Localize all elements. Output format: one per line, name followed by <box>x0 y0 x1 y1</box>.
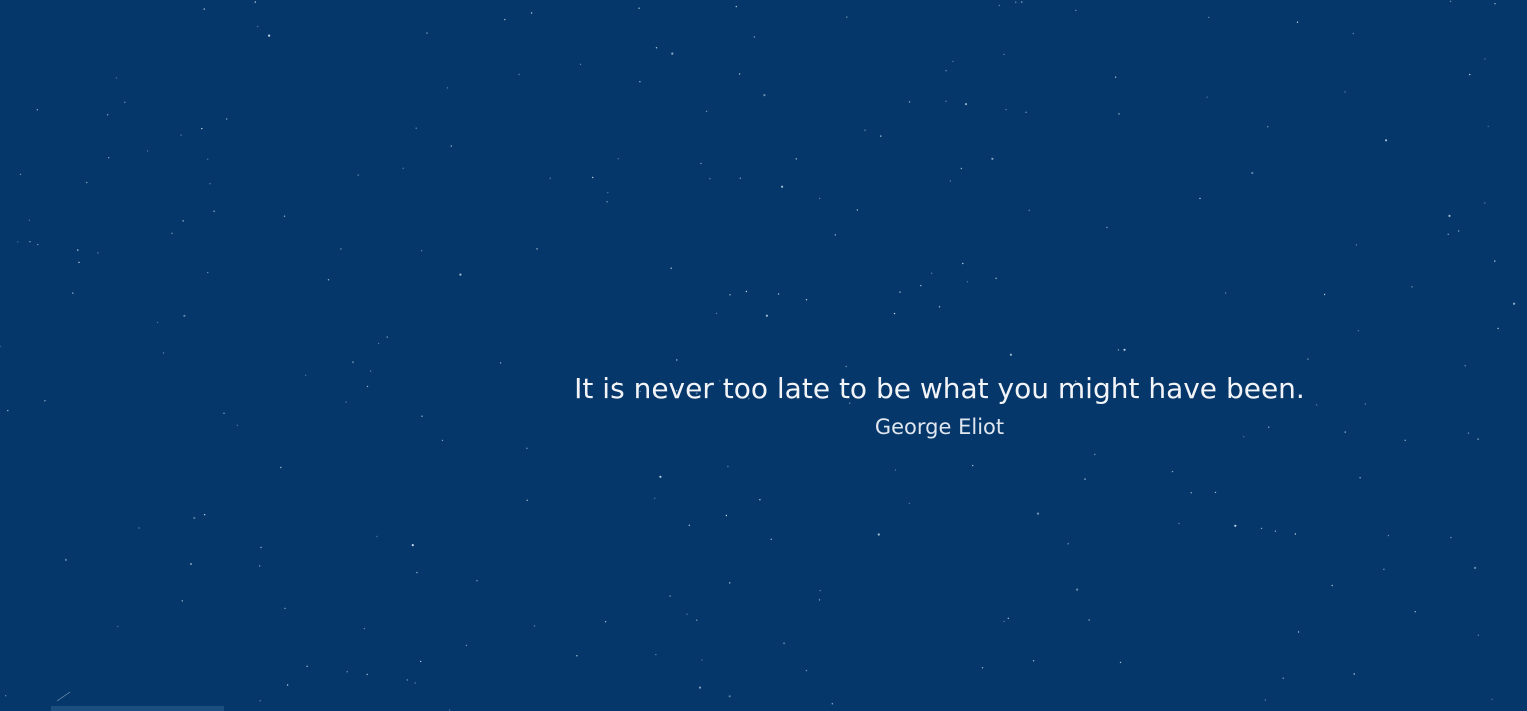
star <box>65 559 67 561</box>
bottom-strip <box>51 706 224 711</box>
shooting-star <box>57 692 70 701</box>
star <box>796 158 797 159</box>
star <box>1307 358 1308 359</box>
star <box>1118 349 1119 350</box>
star <box>257 26 258 27</box>
star <box>416 128 417 129</box>
star <box>476 580 477 581</box>
star <box>746 291 747 292</box>
star <box>1513 303 1515 305</box>
star <box>466 645 467 646</box>
star <box>387 336 388 337</box>
star <box>1458 230 1459 231</box>
star <box>213 211 214 212</box>
star <box>1084 478 1085 479</box>
star <box>29 220 30 221</box>
star <box>783 642 785 644</box>
star <box>931 273 932 274</box>
star <box>193 517 195 519</box>
star <box>806 670 807 671</box>
star <box>268 35 270 37</box>
star <box>654 498 655 499</box>
star <box>771 539 772 540</box>
star <box>1450 537 1451 538</box>
star <box>1469 74 1470 75</box>
star <box>1208 17 1209 18</box>
star <box>1494 260 1495 261</box>
star <box>1088 619 1089 620</box>
star <box>950 180 951 181</box>
star <box>659 476 661 478</box>
star <box>972 465 973 466</box>
star <box>1015 2 1016 3</box>
star <box>347 671 348 672</box>
star <box>1068 543 1069 544</box>
star <box>899 291 900 292</box>
star <box>1037 513 1039 515</box>
star <box>945 101 946 102</box>
star <box>1383 569 1384 570</box>
star <box>124 102 125 103</box>
star <box>1029 210 1030 211</box>
star <box>740 178 741 179</box>
star <box>29 241 30 242</box>
star <box>1225 292 1226 293</box>
star <box>1178 523 1179 524</box>
star <box>107 114 108 115</box>
star <box>260 700 261 701</box>
star <box>1478 635 1479 636</box>
star <box>1388 535 1389 536</box>
star <box>607 192 608 193</box>
star <box>259 565 260 566</box>
star <box>255 1 256 2</box>
star <box>1123 349 1125 351</box>
star <box>1025 112 1026 113</box>
star <box>72 292 73 293</box>
star <box>1251 172 1253 174</box>
star <box>967 281 968 282</box>
star <box>1234 525 1236 527</box>
star <box>1118 113 1119 114</box>
star <box>1199 198 1200 199</box>
star <box>1448 234 1449 235</box>
star <box>689 525 690 526</box>
star <box>416 572 417 573</box>
star <box>736 6 737 7</box>
star <box>671 268 672 269</box>
star <box>700 163 701 164</box>
star <box>412 544 414 546</box>
star <box>328 279 329 280</box>
star <box>1003 621 1004 622</box>
quote-block <box>0 364 1527 440</box>
star <box>880 135 881 136</box>
star <box>1003 54 1004 55</box>
star <box>857 209 858 210</box>
star <box>367 674 368 675</box>
star <box>284 608 285 609</box>
star <box>97 252 98 253</box>
star <box>605 621 606 622</box>
star <box>991 158 993 160</box>
star <box>999 5 1000 6</box>
star <box>895 469 896 470</box>
star <box>1207 97 1208 98</box>
quote-text: It is never too late to be what you might have been. <box>574 372 1305 405</box>
star <box>1332 585 1333 586</box>
star <box>426 32 427 33</box>
star <box>1324 294 1325 295</box>
star <box>1094 454 1095 455</box>
star <box>576 655 577 656</box>
star <box>0 346 1 347</box>
star <box>995 278 996 279</box>
star <box>1484 202 1485 203</box>
star <box>364 628 365 629</box>
star <box>701 659 702 660</box>
star <box>284 216 285 217</box>
star <box>1415 611 1416 612</box>
star <box>729 294 730 295</box>
star <box>287 684 288 685</box>
star <box>1008 618 1009 619</box>
star <box>108 157 109 158</box>
star <box>157 322 158 323</box>
star <box>819 198 820 199</box>
star <box>209 183 210 184</box>
star <box>340 248 341 249</box>
star <box>655 654 656 655</box>
star <box>207 272 208 273</box>
star <box>920 285 921 286</box>
star <box>656 47 657 48</box>
star <box>909 503 910 504</box>
star <box>190 563 192 565</box>
star <box>183 315 185 317</box>
star <box>204 8 205 9</box>
star <box>1385 139 1387 141</box>
star <box>1275 531 1276 532</box>
star <box>526 448 527 449</box>
star <box>504 19 505 20</box>
star <box>1484 58 1485 59</box>
star <box>878 533 880 535</box>
star <box>171 233 172 234</box>
star <box>280 467 281 468</box>
star <box>376 536 377 537</box>
star <box>592 177 593 178</box>
star <box>763 94 765 96</box>
star <box>451 145 452 146</box>
star <box>1491 699 1492 700</box>
star <box>1344 91 1345 92</box>
star <box>201 128 202 129</box>
star <box>534 625 535 626</box>
star <box>37 109 38 110</box>
quote-author: George Eliot <box>874 415 1005 439</box>
star <box>403 168 404 169</box>
star <box>1115 77 1116 78</box>
star <box>77 249 78 250</box>
star <box>415 682 416 683</box>
star <box>1353 33 1354 34</box>
star <box>1497 328 1498 329</box>
star <box>832 703 833 704</box>
star <box>1450 1 1451 2</box>
star <box>1215 492 1216 493</box>
star <box>781 186 783 188</box>
star <box>1120 662 1121 663</box>
star <box>726 515 727 516</box>
star <box>1448 215 1450 217</box>
star <box>754 36 755 37</box>
star <box>716 313 717 314</box>
star <box>709 178 710 179</box>
star <box>939 306 940 307</box>
star <box>163 352 164 353</box>
star <box>945 70 946 71</box>
star <box>820 590 821 591</box>
star <box>1411 286 1412 287</box>
star <box>147 150 148 151</box>
star <box>894 313 895 314</box>
star <box>1488 126 1489 127</box>
star <box>531 12 532 13</box>
star <box>1267 126 1268 127</box>
star <box>778 293 779 294</box>
star <box>618 158 619 159</box>
star <box>1295 533 1296 534</box>
star <box>606 201 607 202</box>
star <box>260 547 261 548</box>
star <box>1283 678 1284 679</box>
star <box>1261 528 1262 529</box>
star <box>759 499 760 500</box>
star <box>864 130 865 131</box>
star <box>1191 492 1192 493</box>
star <box>1265 699 1266 700</box>
star <box>835 234 836 235</box>
star <box>1033 660 1034 661</box>
star <box>306 666 307 667</box>
star <box>1106 227 1107 228</box>
star <box>909 101 910 102</box>
star <box>982 667 983 668</box>
star <box>117 626 118 627</box>
star <box>449 709 450 710</box>
star <box>766 315 768 317</box>
star <box>1358 330 1359 331</box>
star <box>421 250 422 251</box>
star <box>180 134 181 135</box>
star <box>358 174 359 175</box>
star <box>447 87 448 88</box>
star <box>952 61 953 62</box>
star <box>696 620 697 621</box>
star <box>204 514 205 515</box>
star <box>806 299 807 300</box>
star <box>739 73 740 74</box>
star <box>699 687 701 689</box>
star <box>1005 109 1006 110</box>
star <box>226 118 227 119</box>
star <box>182 220 183 221</box>
star <box>207 159 208 160</box>
star <box>965 103 967 105</box>
star <box>527 500 528 501</box>
star <box>182 600 183 601</box>
star <box>1297 22 1298 23</box>
star <box>1010 354 1012 356</box>
star <box>962 263 963 264</box>
star <box>676 359 677 360</box>
star <box>78 262 79 263</box>
star <box>1356 244 1357 245</box>
star <box>706 111 707 112</box>
star <box>407 679 408 680</box>
star <box>686 614 687 615</box>
star <box>819 599 820 600</box>
star <box>639 81 640 82</box>
star <box>17 241 18 242</box>
star <box>352 361 354 363</box>
star <box>669 595 670 596</box>
star <box>37 244 38 245</box>
star <box>1359 477 1360 478</box>
star <box>729 582 730 583</box>
star <box>518 74 519 75</box>
star <box>1494 3 1495 4</box>
star <box>20 174 21 175</box>
star <box>1076 589 1078 591</box>
star <box>550 178 551 179</box>
star <box>961 168 962 169</box>
star <box>729 695 731 697</box>
star <box>5 695 6 696</box>
star <box>420 661 421 662</box>
star <box>138 527 139 528</box>
star <box>459 274 461 276</box>
star <box>1021 1 1022 2</box>
star <box>671 53 673 55</box>
star <box>1075 10 1076 11</box>
star <box>116 77 117 78</box>
star <box>86 182 87 183</box>
star <box>1474 567 1476 569</box>
star <box>846 16 847 17</box>
star <box>1298 631 1299 632</box>
star <box>580 64 581 65</box>
star <box>378 343 379 344</box>
star <box>1354 673 1355 674</box>
star <box>1172 471 1173 472</box>
star <box>727 466 728 467</box>
star <box>536 248 537 249</box>
star <box>638 8 639 9</box>
